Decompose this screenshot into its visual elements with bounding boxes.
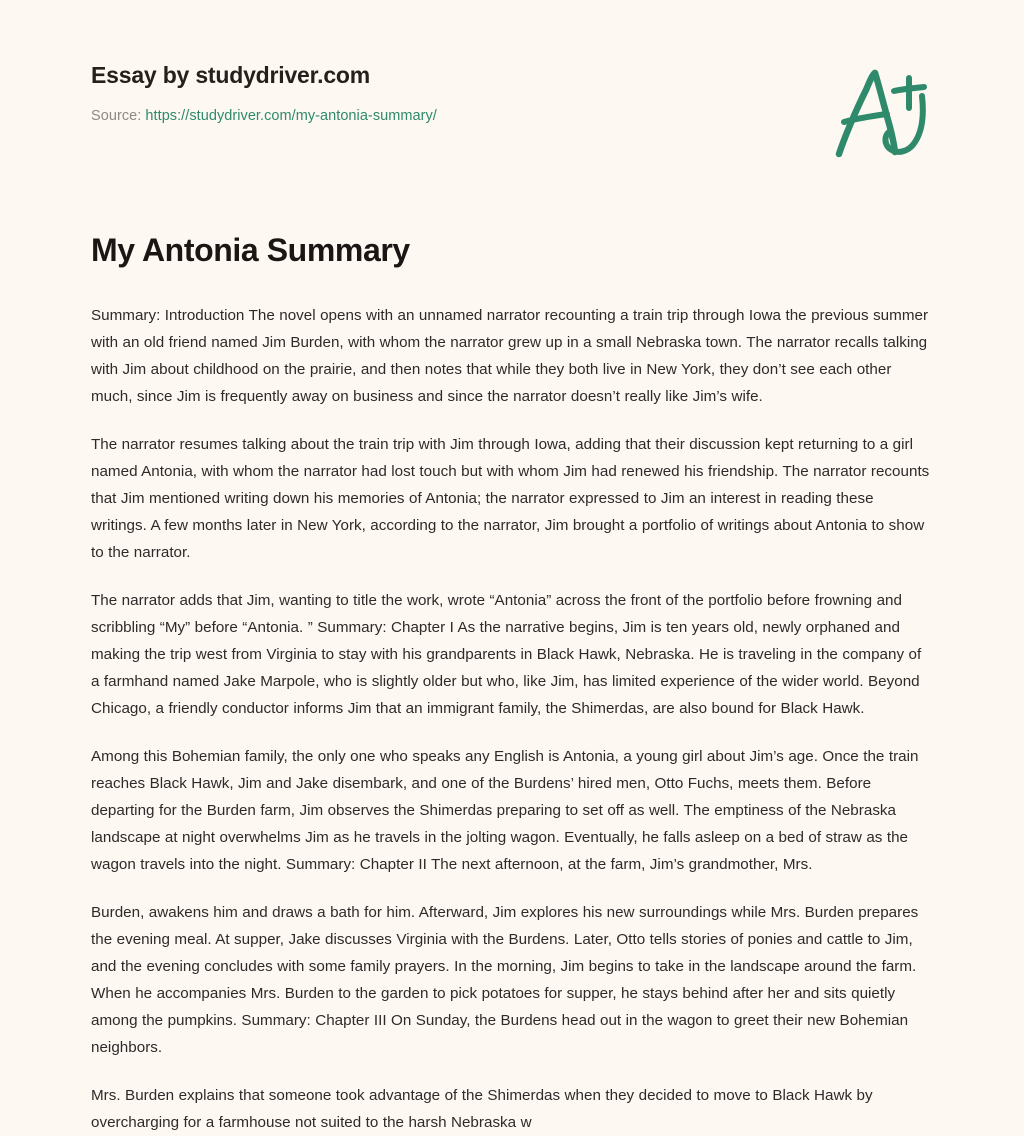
paragraph: The narrator resumes talking about the train trip with Jim through Iowa, adding that their discussion kept returning to a girl named Antonia, with whom the narrator had lost touch but with whom Jim had renewed his friendship. The narrator recounts that Jim mentioned writing down his memories of Antonia; the narrator expressed to Jim an interest in reading these writings. A few months later in New York, according to the narrator, Jim brought a portfolio of writings about Antonia to show to the narrator. bbox=[91, 435, 930, 561]
source-url-link[interactable]: https://studydriver.com/my-antonia-summary/ bbox=[145, 107, 437, 124]
paragraph: The narrator adds that Jim, wanting to title the work, wrote “Antonia” across the front of the portfolio before frowning and scribbling “My” before “Antonia. ” Summary: Chapter I As the narrative begins, Jim is ten years old, newly orphaned and making the trip west from Virginia to stay with his grandparents in Black Hawk, Nebraska. He is traveling in the company of a farmhand named Jake Marpole, who is slightly older but who, like Jim, has limited experience of the wider world. Beyond Chicago, a friendly conductor informs Jim that an immigrant family, the Shimerdas, are also bound for Black Hawk. bbox=[91, 591, 922, 717]
source-label: Source: bbox=[91, 107, 142, 124]
article-body bbox=[0, 302, 1024, 1136]
paragraph: Summary: Introduction The novel opens with an unnamed narrator recounting a train trip through Iowa the previous summer with an old friend named Jim Burden, with whom the narrator grew up in a small Nebraska town. The narrator recalls talking with Jim about childhood on the prairie, and then notes that while they both live in New York, they don’t see each other much, since Jim is frequently away on business and since the narrator doesn’t really like Jim’s wife. bbox=[91, 306, 929, 405]
paragraph: Burden, awakens him and draws a bath for him. Afterward, Jim explores his new surroundings while Mrs. Burden prepares the evening meal. At supper, Jake discusses Virginia with the Burdens. Later, Otto tells stories of ponies and cattle to Jim, and the evening concludes with some family prayers. In the morning, Jim begins to take in the landscape around the farm. When he accompanies Mrs. Burden to the garden to pick potatoes for supper, he stays behind after her and sits quietly among the pumpkins. Summary: Chapter III On Sunday, the Burdens head out in the wagon to greet their new Bohemian neighbors. bbox=[91, 903, 919, 1056]
paragraph: Among this Bohemian family, the only one who speaks any English is Antonia, a young girl about Jim’s age. Once the train reaches Black Hawk, Jim and Jake disembark, and one of the Burdens’ hired men, Otto Fuchs, meets them. Before departing for the Burden farm, Jim observes the Shimerdas preparing to set off as well. The emptiness of the Nebraska landscape at night overwhelms Jim as he travels in the jolting wagon. Eventually, he falls asleep on a bed of straw as the wagon travels into the night. Summary: Chapter II The next afternoon, at the farm, Jim’s grandmother, Mrs. bbox=[91, 747, 919, 873]
a-plus-logo-icon bbox=[828, 66, 940, 162]
page-title: My Antonia Summary bbox=[91, 232, 410, 268]
paragraph: Mrs. Burden explains that someone took advantage of the Shimerdas when they decided to move to Black Hawk by overcharging for a farmhouse not suited to the harsh Nebraska w bbox=[91, 1086, 873, 1131]
source-line bbox=[91, 107, 933, 126]
essay-byline: Essay by studydriver.com bbox=[91, 62, 371, 88]
